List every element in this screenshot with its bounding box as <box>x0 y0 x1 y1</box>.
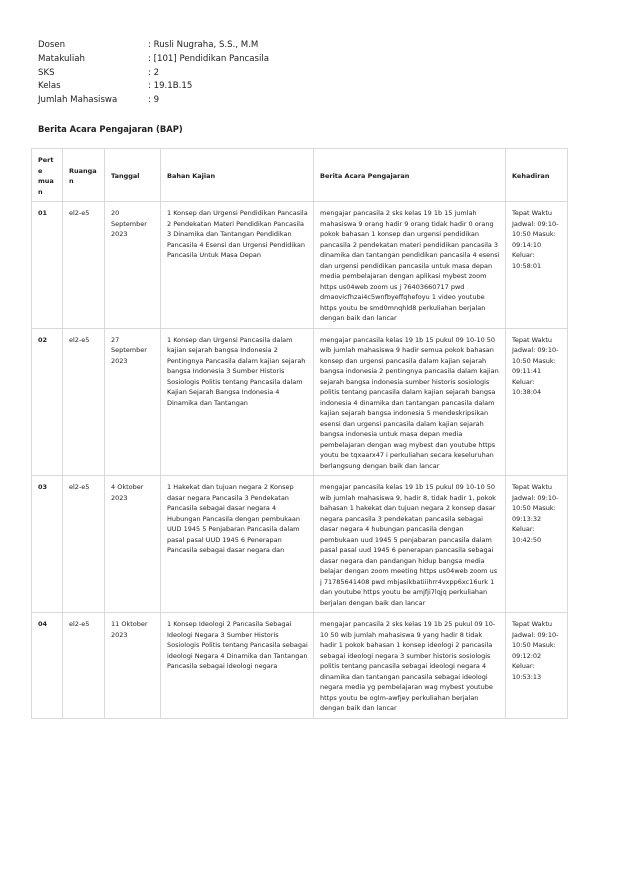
info-value: : [101] Pendidikan Pancasila <box>148 53 270 64</box>
attendance: Tepat Waktu Jadwal: 09:10-10:50 Masuk: 09:12:02 Keluar: 10:53:13 <box>506 613 568 719</box>
table-row <box>32 328 568 476</box>
course-info <box>38 39 269 108</box>
bap-title: Berita Acara Pengajaran (BAP) <box>38 124 183 134</box>
header-pertemuan: Perte muan <box>32 149 63 202</box>
attendance: Tepat Waktu Jadwal: 09:10-10:50 Masuk: 09:13:32 Keluar: 10:42:50 <box>506 476 568 613</box>
topic: 1 Hakekat dan tujuan negara 2 Konsep dasar negara Pancasila 3 Pendekatan Pancasila sebagai dasar negara 4 Hubungan Pancasila dengan pembukaan UUD 1945 5 Penjabaran Pancasila dalam pasal pasal UUD 1945 6 Penerapan Pancasila sebagai dasar negara dan <box>161 476 314 613</box>
date: 11 Oktober 2023 <box>105 613 161 719</box>
header-kehadiran: Kehadiran <box>506 149 568 202</box>
bap-table <box>31 148 568 719</box>
topic: 1 Konsep dan Urgensi Pancasila dalam kajian sejarah bangsa Indonesia 2 Pentingnya Pancasila dalam kajian sejarah bangsa Indonesia 3 Sumber Historis Sosiologis Politis tentang Pancasila dalam Kajian Sejarah Bangsa Indonesia 4 Dinamika dan Tantangan <box>161 328 314 476</box>
report: mengajar pancasila 2 sks kelas 19 1b 15 jumlah mahasiswa 9 orang hadir 9 orang tidak hadir 0 orang pokok bahasan 1 konsep dan urgensi pendidikan pancasila 2 pendekatan materi pendidikan pancasila 3 dinamika dan tantangan pendidikan pancasila 4 esensi dan urgensi pendidikan pancasila untuk masa depan media pembelajaran dengan aplikasi mybest zoom https us04web zoom us j 76403660717 pwd dmaovicfhzai4c5wnfbyeffqhefoyu 1 video youtube https youtu be smd0mnqhld8 perkuliahan berjalan dengan baik dan lancar <box>314 202 506 329</box>
meeting-number: 04 <box>32 613 63 719</box>
date: 20 September 2023 <box>105 202 161 329</box>
info-label: SKS <box>38 67 55 78</box>
report: mengajar pancasila kelas 19 1b 15 pukul 09 10-10 50 wib jumlah mahasiswa 9 hadir semua pokok bahasan konsep dan urgensi pancasila dalam kajian sejarah bangsa indonesia 2 pentingnya pancasila dalam kajian sejarah bangsa indonesia sumber historis sosiologis politis tentang pancasila dalam kajian sejarah bangsa indonesia 4 dinamika dan tantangan pancasila dalam kajian sejarah bangsa indonesia 5 mendeskripsikan esensi dan urgensi pancasila dalam kajian sejarah bangsa indonesia untuk masa depan media pembelajaran dengan wag mybest dan youtube https youtu be tqxaarx47 i perkuliahan secara keseluruhan berlangsung dengan baik dan lancar <box>314 328 506 476</box>
table-row <box>32 476 568 613</box>
topic: 1 Konsep dan Urgensi Pendidikan Pancasila 2 Pendekatan Materi Pendidikan Pancasila 3 Dinamika dan Tantangan Pendidikan Pancasila 4 Esensi dan Urgensi Pendidikan Pancasila Untuk Masa Depan <box>161 202 314 329</box>
info-value: : 2 <box>148 67 160 78</box>
meeting-number: 01 <box>32 202 63 329</box>
info-label: Kelas <box>38 81 61 92</box>
info-row-kelas <box>38 80 269 94</box>
info-value: : Rusli Nugraha, S.S., M.M <box>148 40 259 50</box>
room: el2-e5 <box>63 328 105 476</box>
header-bahan-kajian: Bahan Kajian <box>161 149 314 202</box>
info-label: Dosen <box>38 40 66 50</box>
attendance: Tepat Waktu Jadwal: 09:10-10:50 Masuk: 09:11:41 Keluar: 10:38:04 <box>506 328 568 476</box>
date: 27 September 2023 <box>105 328 161 476</box>
table-header-row <box>32 149 568 202</box>
date: 4 Oktober 2023 <box>105 476 161 613</box>
report: mengajar pancasila kelas 19 1b 15 pukul 09 10-10 50 wib jumlah mahasiswa 9, hadir 8, tidak hadir 1, pokok bahasan 1 hakekat dan tujuan negara 2 konsep dasar negara pancasila 3 pendekatan pancasila sebagai dasar negara 4 hubungan pancasila dengan pembukaan uud 1945 5 penjabaran pancasila dalam pasal pasal uud 1945 6 penerapan pancasila sebagai dasar negara dan pandangan hidup bangsa media belajar dengan zoom meeting https us04web zoom us j 71785641408 pwd mbjasikbatiiihrr4vxpp6xc16urk 1 dan youtube https youtu be amjfji7lqjq perkuliahan berjalan dengan baik dan lancar <box>314 476 506 613</box>
info-label: Jumlah Mahasiswa <box>38 95 118 106</box>
table-row <box>32 202 568 329</box>
info-label: Matakuliah <box>38 53 85 64</box>
header-berita-acara: Berita Acara Pengajaran <box>314 149 506 202</box>
info-row-sks <box>38 67 269 81</box>
header-ruangan: Ruangan <box>63 149 105 202</box>
meeting-number: 02 <box>32 328 63 476</box>
room: el2-e5 <box>63 476 105 613</box>
attendance: Tepat Waktu Jadwal: 09:10-10:50 Masuk: 09:14:10 Keluar: 10:58:01 <box>506 202 568 329</box>
header-tanggal: Tanggal <box>105 149 161 202</box>
room: el2-e5 <box>63 202 105 329</box>
info-row-jumlah-mahasiswa <box>38 94 269 108</box>
meeting-number: 03 <box>32 476 63 613</box>
table-row <box>32 613 568 719</box>
report: mengajar pancasila 2 sks kelas 19 1b 25 pukul 09 10-10 50 wib jumlah mahasiswa 9 yang hadir 8 tidak hadir 1 pokok bahasan 1 konsep ideologi 2 pancasila sebagai ideologi negara 3 sumber historis sosiologis politis tentang pancasila sebagai ideologi negara 4 dinamika dan tantangan pancasila sebagai ideologi negara media yg pembelajaran wag mybest youtube https youtu be oglm-awfjey perkuliahan berjalan dengan baik dan lancar <box>314 613 506 719</box>
info-value: : 9 <box>148 95 160 106</box>
info-row-dosen <box>38 39 269 53</box>
info-value: : 19.1B.15 <box>148 81 193 92</box>
info-row-matakuliah <box>38 53 269 67</box>
room: el2-e5 <box>63 613 105 719</box>
topic: 1 Konsep Ideologi 2 Pancasila Sebagai Ideologi Negara 3 Sumber Historis Sosiologis Politis tentang Pancasila sebagai ideologi Negara 4 Dinamika dan Tantangan Pancasila sebagai ideologi negara <box>161 613 314 719</box>
